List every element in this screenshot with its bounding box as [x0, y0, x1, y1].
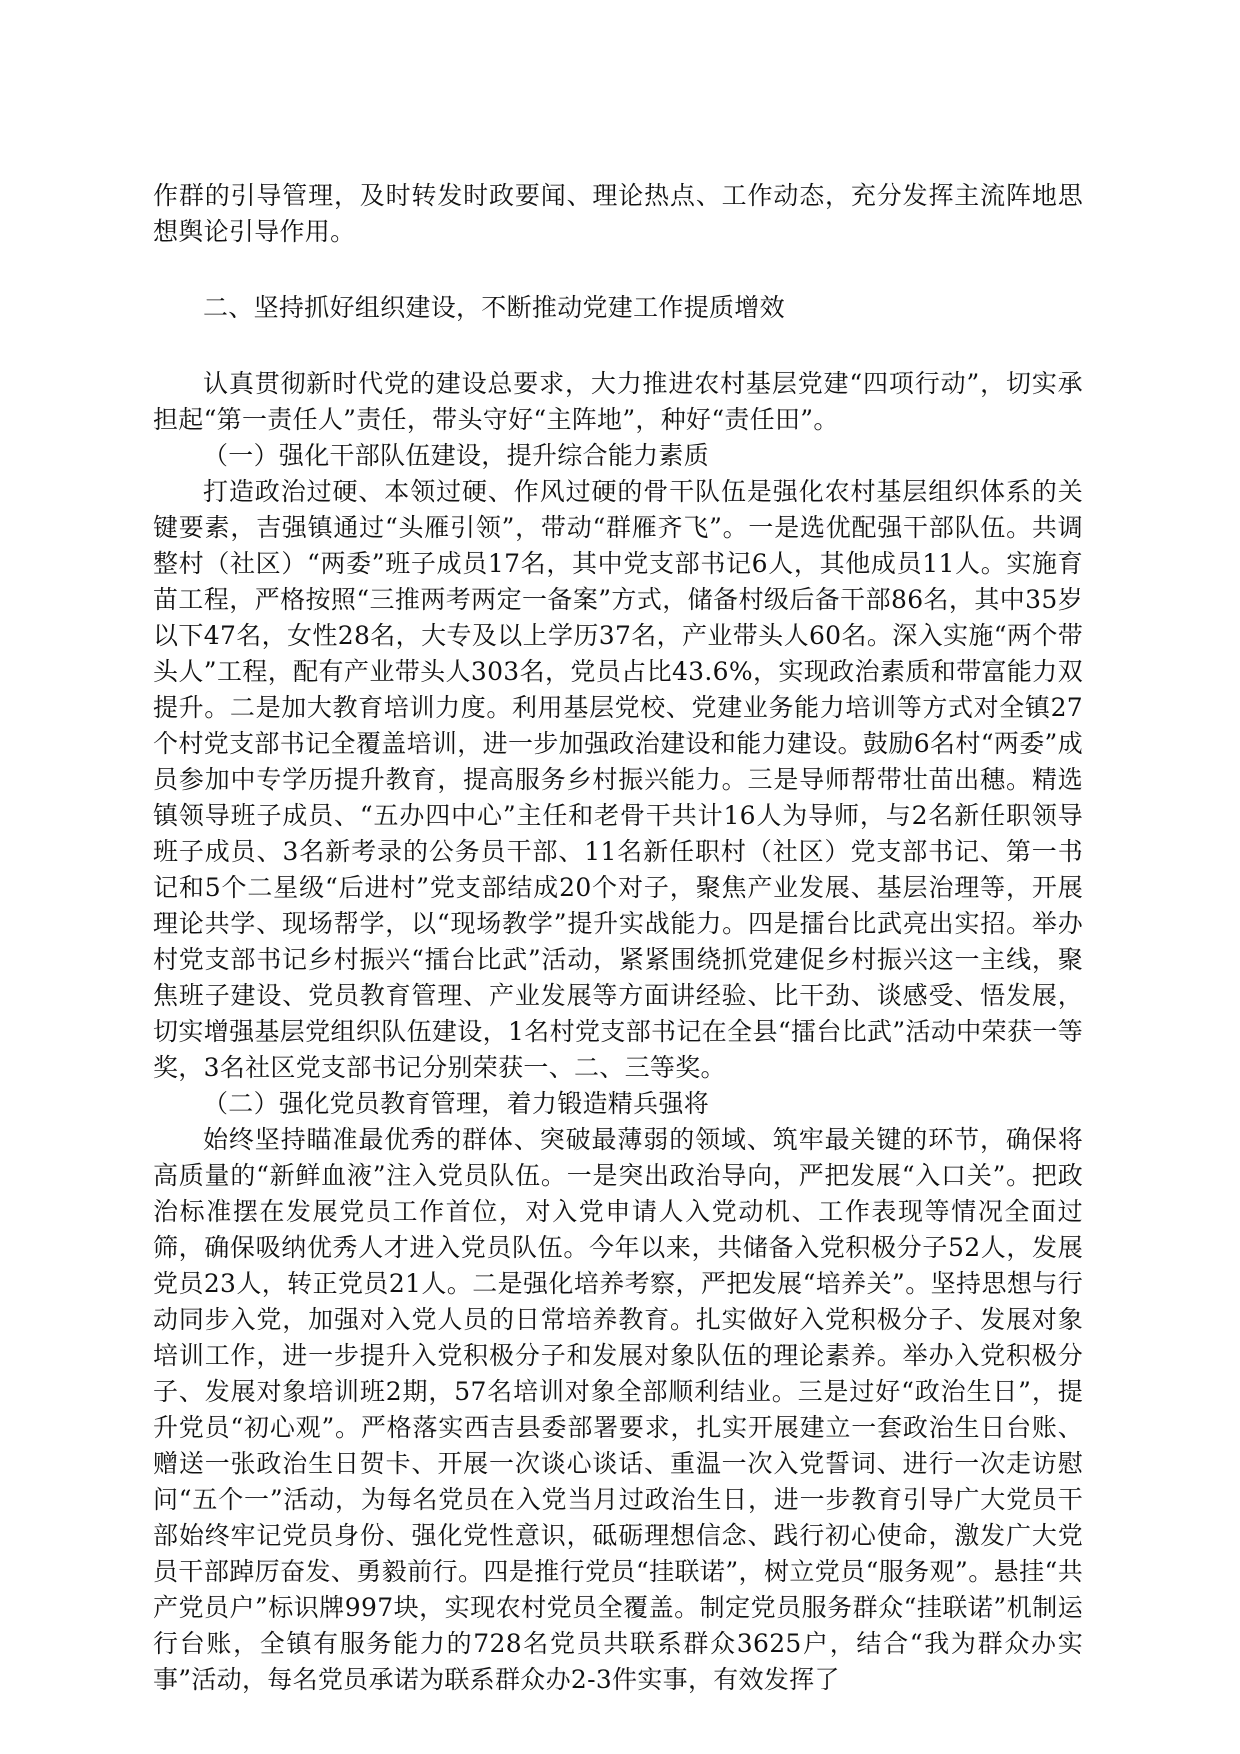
- subsection-2-body: 始终坚持瞄准最优秀的群体、突破最薄弱的领域、筑牢最关键的环节，确保将高质量的“新鲜血液”注入党员队伍。一是突出政治导向，严把发展“入口关”。把政治标准摆在发展党员工作首位，对入党申请人入党动机、工作表现等情况全面过筛，确保吸纳优秀人才进入党员队伍。今年以来，共储备入党积极分子52人，发展党员23人，转正党员21人。二是强化培养考察，严把发展“培养关”。坚持思想与行动同步入党，加强对入党人员的日常培养教育。扎实做好入党积极分子、发展对象培训工作，进一步提升入党积极分子和发展对象队伍的理论素养。举办入党积极分子、发展对象培训班2期，57名培训对象全部顺利结业。三是过好“政治生日”，提升党员“初心观”。严格落实西吉县委部署要求，扎实开展建立一套政治生日台账、赠送一张政治生日贺卡、开展一次谈心谈话、重温一次入党誓词、进行一次走访慰问“五个一”活动，为每名党员在入党当月过政治生日，进一步教育引导广大党员干部始终牢记党员身份、强化党性意识，砥砺理想信念、践行初心使命，激发广大党员干部踔厉奋发、勇毅前行。四是推行党员“挂联诺”，树立党员“服务观”。悬挂“共产党员户”标识牌997块，实现农村党员全覆盖。制定党员服务群众“挂联诺”机制运行台账，全镇有服务能力的728名党员共联系群众3625户，结合“我为群众办实事”活动，每名党员承诺为联系群众办2-3件实事，有效发挥了: [153, 1125, 1083, 1694]
- subsection-1-body: 打造政治过硬、本领过硬、作风过硬的骨干队伍是强化农村基层组织体系的关键要素，吉强镇通过“头雁引领”，带动“群雁齐飞”。一是选优配强干部队伍。共调整村（社区）“两委”班子成员17名，其中党支部书记6人，其他成员11人。实施育苗工程，严格按照“三推两考两定一备案”方式，储备村级后备干部86名，其中35岁以下47名，女性28名，大专及以上学历37名，产业带头人60名。深入实施“两个带头人”工程，配有产业带头人303名，党员占比43.6%，实现政治素质和带富能力双提升。二是加大教育培训力度。利用基层党校、党建业务能力培训等方式对全镇27个村党支部书记全覆盖培训，进一步加强政治建设和能力建设。鼓励6名村“两委”成员参加中专学历提升教育，提高服务乡村振兴能力。三是导师帮带壮苗出穗。精选镇领导班子成员、“五办四中心”主任和老骨干共计16人为导师，与2名新任职领导班子成员、3名新考录的公务员干部、11名新任职村（社区）党支部书记、第一书记和5个二星级“后进村”党支部结成20个对子，聚焦产业发展、基层治理等，开展理论共学、现场帮学，以“现场教学”提升实战能力。四是擂台比武亮出实招。举办村党支部书记乡村振兴“擂台比武”活动，紧紧围绕抓党建促乡村振兴这一主线，聚焦班子建设、党员教育管理、产业发展等方面讲经验、比干劲、谈感受、悟发展，切实增强基层党组织队伍建设，1名村党支部书记在全县“擂台比武”活动中荣获一等奖，3名社区党支部书记分别荣获一、二、三等奖。: [153, 477, 1083, 1082]
- subsection-1-heading: （一）强化干部队伍建设，提升综合能力素质: [203, 441, 710, 470]
- section-heading: 二、坚持抓好组织建设，不断推动党建工作提质增效: [203, 293, 785, 322]
- continued-paragraph: 作群的引导管理，及时转发时政要闻、理论热点、工作动态，充分发挥主流阵地思想舆论引导作用。: [153, 181, 1083, 246]
- subsection-2-heading: （二）强化党员教育管理，着力锻造精兵强将: [203, 1089, 710, 1118]
- document-page: [153, 178, 1083, 1698]
- intro-paragraph: 认真贯彻新时代党的建设总要求，大力推进农村基层党建“四项行动”，切实承担起“第一责任人”责任，带头守好“主阵地”，种好“责任田”。: [153, 369, 1083, 434]
